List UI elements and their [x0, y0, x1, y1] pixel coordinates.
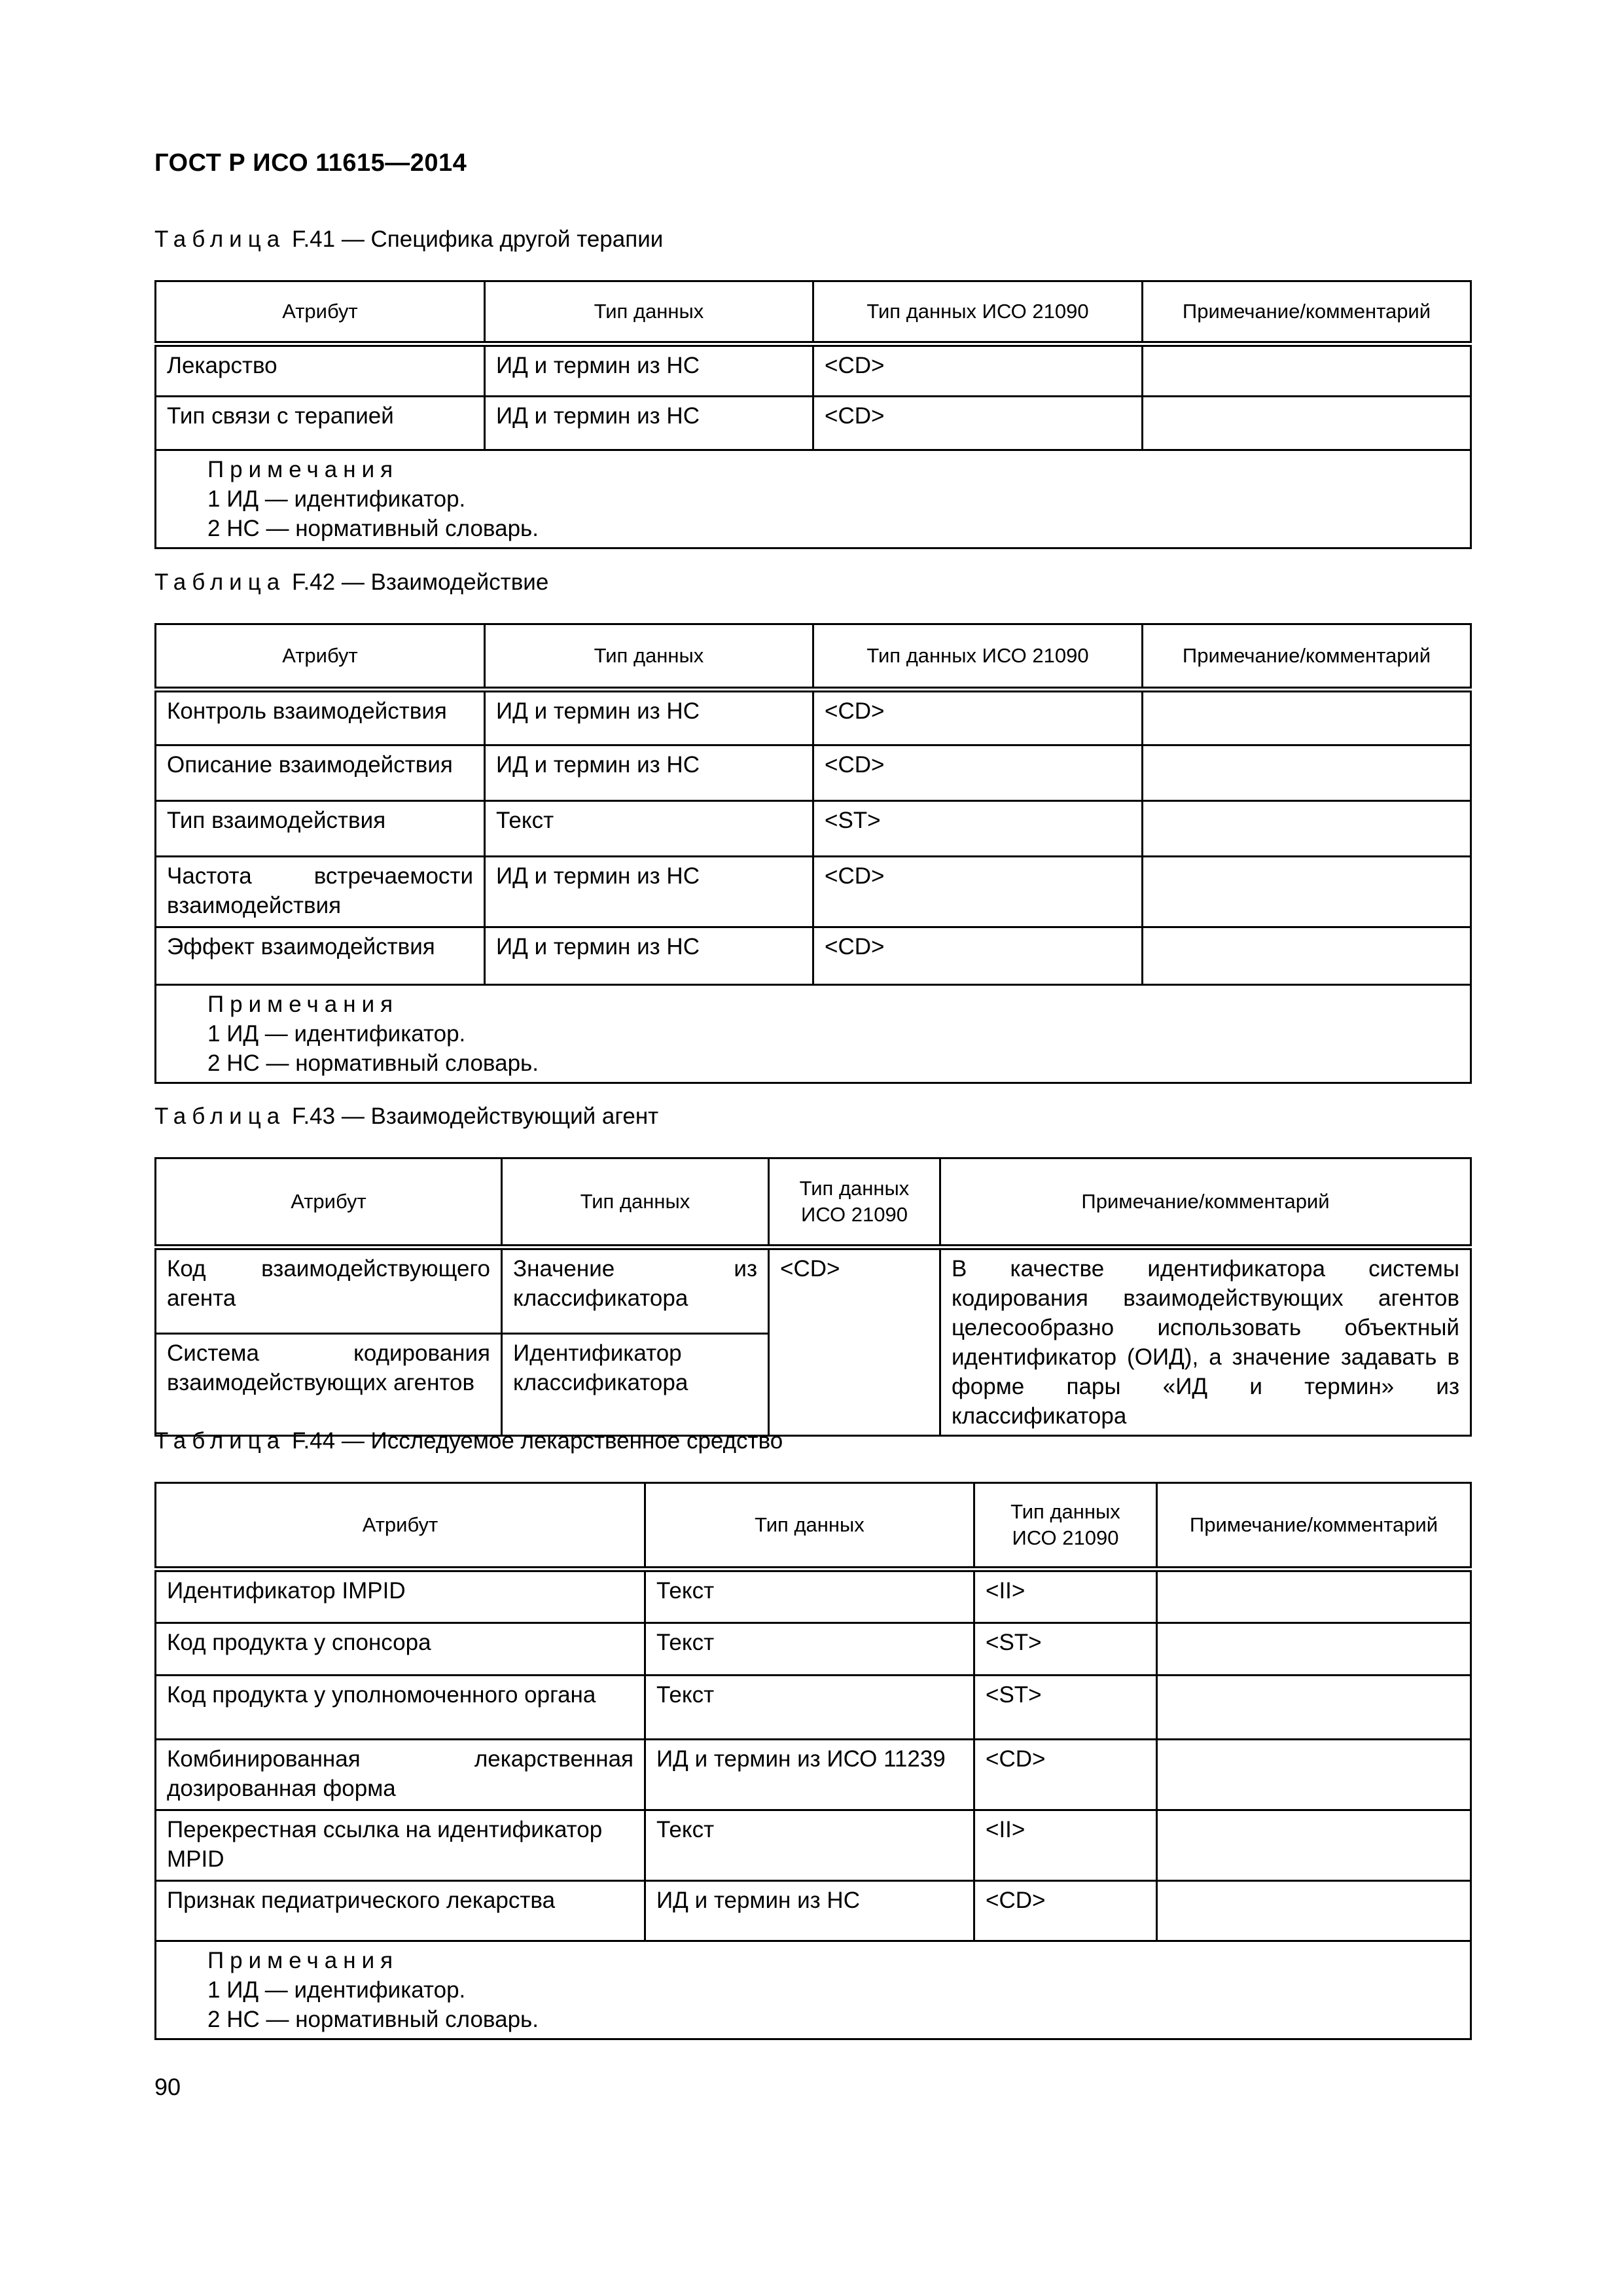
table-cell: Контроль взаимодействия — [156, 690, 485, 745]
table-caption-f42: Таблица F.42 — Взаимодействие — [154, 569, 549, 595]
column-header: Тип данных ИСО 21090 — [769, 1158, 940, 1247]
table-cell: <II> — [974, 1570, 1157, 1623]
table-row — [156, 344, 1471, 397]
table-cell — [1143, 927, 1471, 985]
table-row — [156, 1247, 1471, 1334]
table-row — [156, 1740, 1471, 1810]
table-notes — [156, 985, 1471, 1083]
document-header: ГОСТ Р ИСО 11615—2014 — [154, 149, 467, 177]
table-cell: Текст — [485, 801, 813, 857]
table-cell: ИД и термин из НС — [485, 857, 813, 927]
table-cell — [1157, 1676, 1471, 1740]
table-cell: <II> — [974, 1810, 1157, 1881]
table-cell: Код продукта у спонсора — [156, 1623, 645, 1676]
table-caption-f41: Таблица F.41 — Специфика другой терапии — [154, 226, 664, 252]
table-cell: ИД и термин из НС — [485, 927, 813, 985]
table-cell: <CD> — [974, 1740, 1157, 1810]
table-cell — [1143, 397, 1471, 450]
table-cell: <CD> — [813, 745, 1143, 801]
table-f44 — [154, 1482, 1472, 2040]
table-cell — [1157, 1740, 1471, 1810]
table-cell: ИД и термин из НС — [485, 745, 813, 801]
table-cell: Частота встречаемости взаимодействия — [156, 857, 485, 927]
table-cell: ИД и термин из НС — [645, 1881, 974, 1941]
table-cell: ИД и термин из ИСО 11239 — [645, 1740, 974, 1810]
note-line: 1 ИД — идентификатор. — [207, 486, 466, 512]
table-cell — [1143, 745, 1471, 801]
table-cell — [1157, 1623, 1471, 1676]
table-cell: <CD> — [813, 397, 1143, 450]
table-cell: Идентификатор IMPID — [156, 1570, 645, 1623]
table-cell: Описание взаимодействия — [156, 745, 485, 801]
column-header: Примечание/комментарий — [1143, 624, 1471, 690]
table-caption-f44: Таблица F.44 — Исследуемое лекарственное средство — [154, 1428, 783, 1454]
column-header: Атрибут — [156, 624, 485, 690]
table-row — [156, 927, 1471, 985]
table-cell: <CD> — [813, 344, 1143, 397]
table-cell: ИД и термин из НС — [485, 344, 813, 397]
column-header: Тип данных ИСО 21090 — [974, 1483, 1157, 1570]
table-cell: Код взаимодействующего агента — [156, 1247, 502, 1334]
column-header: Атрибут — [156, 1483, 645, 1570]
table-cell: Тип взаимодействия — [156, 801, 485, 857]
table-cell: Эффект взаимодействия — [156, 927, 485, 985]
table-cell: <ST> — [813, 801, 1143, 857]
column-header: Тип данных — [502, 1158, 769, 1247]
table-cell: Текст — [645, 1676, 974, 1740]
table-cell: Текст — [645, 1623, 974, 1676]
column-header: Примечание/комментарий — [940, 1158, 1471, 1247]
notes-title: Примечания — [207, 1948, 399, 1973]
notes-title: Примечания — [207, 457, 399, 482]
table-cell — [1157, 1881, 1471, 1941]
table-notes — [156, 450, 1471, 548]
table-cell — [1157, 1810, 1471, 1881]
table-cell: <CD> — [974, 1881, 1157, 1941]
table-cell — [1143, 857, 1471, 927]
column-header: Тип данных — [485, 281, 813, 344]
table-row — [156, 1623, 1471, 1676]
table-f43 — [154, 1157, 1472, 1437]
note-line: 2 НС — нормативный словарь. — [207, 1050, 539, 1076]
table-cell: Перекрестная ссылка на идентификатор MPID — [156, 1810, 645, 1881]
table-cell: ИД и термин из НС — [485, 397, 813, 450]
table-cell: Текст — [645, 1570, 974, 1623]
table-row — [156, 1676, 1471, 1740]
table-cell: Признак педиатрического лекарства — [156, 1881, 645, 1941]
table-cell: Значение из классификатора — [502, 1247, 769, 1334]
column-header: Примечание/комментарий — [1143, 281, 1471, 344]
table-notes — [156, 1941, 1471, 2039]
table-row — [156, 1881, 1471, 1941]
table-cell: <ST> — [974, 1623, 1157, 1676]
table-cell: Код продукта у уполномоченного органа — [156, 1676, 645, 1740]
table-f41 — [154, 280, 1472, 549]
table-cell: <CD> — [769, 1247, 940, 1436]
note-line: 1 ИД — идентификатор. — [207, 1021, 466, 1047]
note-line: 2 НС — нормативный словарь. — [207, 516, 539, 541]
table-cell — [1143, 344, 1471, 397]
table-row — [156, 690, 1471, 745]
table-f42 — [154, 623, 1472, 1084]
table-cell: <CD> — [813, 690, 1143, 745]
table-row — [156, 857, 1471, 927]
column-header: Примечание/комментарий — [1157, 1483, 1471, 1570]
table-cell — [1143, 801, 1471, 857]
column-header: Тип данных — [485, 624, 813, 690]
table-row — [156, 745, 1471, 801]
column-header: Атрибут — [156, 281, 485, 344]
table-row — [156, 397, 1471, 450]
note-line: 1 ИД — идентификатор. — [207, 1977, 466, 2003]
table-cell: <CD> — [813, 857, 1143, 927]
table-cell: <CD> — [813, 927, 1143, 985]
table-cell: Идентификатор классификатора — [502, 1333, 769, 1435]
table-cell: Комбинированная лекарственная дозированная форма — [156, 1740, 645, 1810]
table-cell: ИД и термин из НС — [485, 690, 813, 745]
column-header: Тип данных — [645, 1483, 974, 1570]
note-line: 2 НС — нормативный словарь. — [207, 2007, 539, 2032]
table-cell: Лекарство — [156, 344, 485, 397]
table-cell: <ST> — [974, 1676, 1157, 1740]
table-cell: В качестве идентификатора системы кодирования взаимодействующих агентов целесообразно использовать объектный идентификатор (ОИД), а значение задавать в форме пары «ИД и термин» из классификатора — [940, 1247, 1471, 1436]
notes-title: Примечания — [207, 992, 399, 1017]
table-row — [156, 1810, 1471, 1881]
table-cell: Система кодирования взаимодействующих агентов — [156, 1333, 502, 1435]
table-caption-f43: Таблица F.43 — Взаимодействующий агент — [154, 1103, 659, 1129]
column-header: Тип данных ИСО 21090 — [813, 624, 1143, 690]
column-header: Атрибут — [156, 1158, 502, 1247]
table-cell: Текст — [645, 1810, 974, 1881]
column-header: Тип данных ИСО 21090 — [813, 281, 1143, 344]
table-row — [156, 1570, 1471, 1623]
page-number: 90 — [154, 2073, 181, 2100]
table-row — [156, 801, 1471, 857]
table-cell — [1157, 1570, 1471, 1623]
table-cell — [1143, 690, 1471, 745]
table-cell: Тип связи с терапией — [156, 397, 485, 450]
